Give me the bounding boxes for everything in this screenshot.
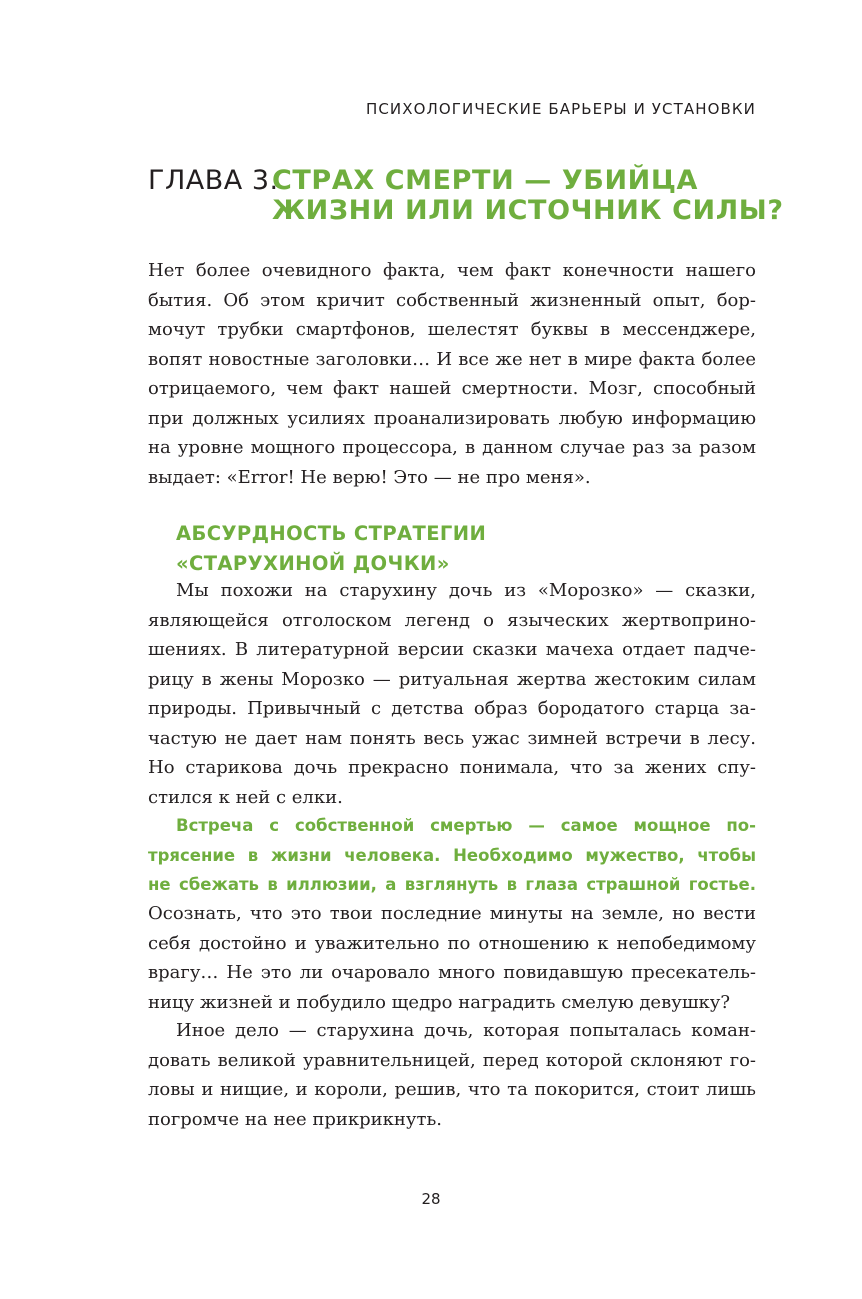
chapter-number: ГЛАВА 3.	[148, 165, 279, 196]
text-line: Иное дело — старухина дочь, которая попыталась коман-	[176, 1020, 756, 1041]
text-line: вопят новостные заголовки… И все же нет в мире факта более	[148, 348, 756, 370]
highlight-line: трясение в жизни человека. Необходимо мужество, чтобы	[148, 845, 756, 865]
chapter-title-line: ЖИЗНИ ИЛИ ИСТОЧНИК СИЛЫ?	[272, 195, 784, 226]
section-heading-line: «СТАРУХИНОЙ ДОЧКИ»	[176, 551, 450, 575]
text-line: Нет более очевидного факта, чем факт конечности нашего	[148, 260, 756, 281]
text-line: стился к ней с елки.	[148, 786, 343, 808]
text-line: врагу… Не это ли очаровало много повидавшую пресекатель-	[148, 962, 756, 983]
text-line: выдает: «Error! Не верю! Это — не про меня».	[148, 466, 591, 488]
text-line: природы. Привычный с детства образ бородатого старца за-	[148, 698, 756, 719]
section-heading	[176, 519, 486, 578]
text-line: Но старикова дочь прекрасно понимала, что за жених спу-	[148, 757, 756, 778]
highlight-line: Встреча с собственной смертью — самое мощное по-	[176, 816, 756, 835]
text-line: шениях. В литературной версии сказки мачеха отдает падче-	[148, 639, 756, 660]
text-line: ловы и нищие, и короли, решив, что та покорится, стоит лишь	[148, 1079, 756, 1100]
text-line: отрицаемого, чем факт нашей смертности. Мозг, способный	[148, 378, 756, 399]
paragraph-courage	[148, 899, 756, 1017]
text-line: рицу в жены Морозко — ритуальная жертва жестоким силам	[148, 668, 756, 690]
text-line: на уровне мощного процессора, в данном случае раз за разом	[148, 437, 756, 458]
text-line: являющейся отголоском легенд о языческих жертвоприно-	[148, 609, 756, 631]
paragraph-morozko	[148, 576, 756, 812]
running-head: ПСИХОЛОГИЧЕСКИЕ БАРЬЕРЫ И УСТАНОВКИ	[365, 100, 756, 118]
page-number: 28	[421, 1190, 441, 1208]
text-line: погромче на нее прикрикнуть.	[148, 1108, 442, 1130]
intro-paragraph	[148, 256, 756, 492]
highlight-line: не сбежать в иллюзии, а взглянуть в глаза страшной гостье.	[148, 875, 756, 894]
paragraph-old-womans-daughter	[148, 1016, 756, 1134]
text-line: бытия. Об этом кричит собственный жизненный опыт, бор-	[148, 289, 756, 311]
section-heading-line: АБСУРДНОСТЬ СТРАТЕГИИ	[176, 522, 487, 545]
chapter-title	[272, 166, 792, 226]
text-line: мочут трубки смартфонов, шелестят буквы в мессенджере,	[148, 319, 756, 340]
highlighted-quote	[148, 811, 756, 900]
text-line: себя достойно и уважительно по отношению к непобедимому	[148, 932, 756, 954]
text-line: Осознать, что это твои последние минуты на земле, но вести	[148, 903, 756, 924]
text-line: Мы похожи на старухину дочь из «Морозко» — сказки,	[176, 580, 756, 601]
text-line: частую не дает нам понять весь ужас зимней встречи в лесу.	[148, 727, 756, 749]
text-line: ницу жизней и побудило щедро наградить смелую девушку?	[148, 991, 731, 1013]
chapter-title-line: СТРАХ СМЕРТИ — УБИЙЦА	[272, 165, 698, 196]
text-line: при должных усилиях проанализировать любую информацию	[148, 407, 756, 429]
text-line: довать великой уравнительницей, перед которой склоняют го-	[148, 1049, 756, 1071]
